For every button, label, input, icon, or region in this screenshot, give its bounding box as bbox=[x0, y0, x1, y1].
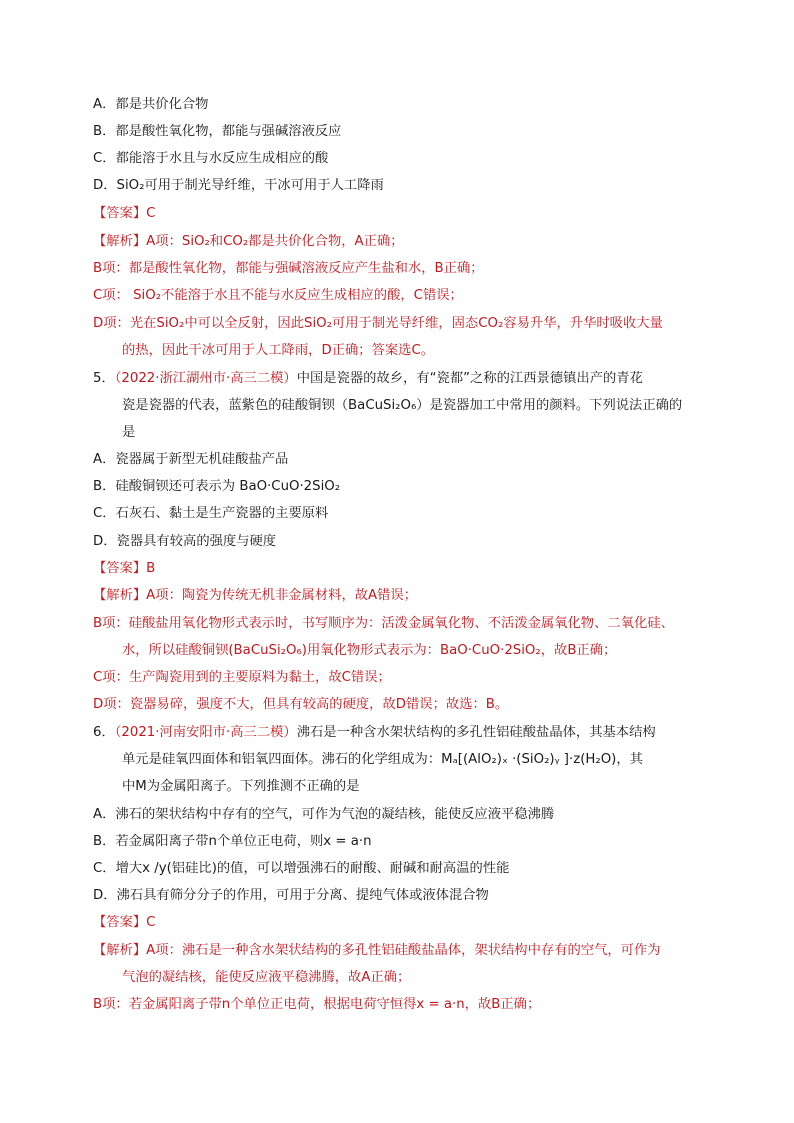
q5-stem-line: 瓷是瓷器的代表，蓝紫色的硅酸铜钡（BaCuSi₂O₆）是瓷器加工中常用的颜料。下列说法正确的 bbox=[122, 398, 683, 413]
q5-number: 5． bbox=[93, 371, 115, 386]
q4-analysis-line: D项：光在SiO₂中可以全反射，因此SiO₂可用于制光导纤维，固态CO₂容易升华，升华时吸收大量 bbox=[93, 316, 663, 331]
q5-analysis-line: D项：瓷器易碎，强度不大，但具有较高的硬度，故D错误；故选：B。 bbox=[93, 697, 509, 712]
q5-stem-line bbox=[93, 369, 734, 389]
q6-answer: 【答案】C bbox=[93, 915, 156, 930]
q5-option-a: A．瓷器属于新型无机硅酸盐产品 bbox=[93, 452, 289, 467]
q6-stem-text: 沸石是一种含水架状结构的多孔性铝硅酸盐晶体，其基本结构 bbox=[296, 725, 656, 740]
q6-number: 6． bbox=[93, 725, 115, 740]
q6-stem-line bbox=[93, 723, 734, 743]
q4-analysis-line: B项：都是酸性氧化物，都能与强碱溶液反应产生盐和水，B正确； bbox=[93, 261, 484, 276]
q6-analysis-line: B项：若金属阳离子带n个单位正电荷，根据电荷守恒得x = a·n，故B正确； bbox=[93, 997, 541, 1012]
q5-analysis-line: C项：生产陶瓷用到的主要原料为黏土，故C错误； bbox=[93, 670, 391, 685]
q4-option-d: D．SiO₂可用于制光导纤维，干冰可用于人工降雨 bbox=[93, 178, 384, 193]
q6-source: （2021·河南安阳市·高三二模） bbox=[114, 725, 297, 740]
q6-option-d: D．沸石具有筛分分子的作用，可用于分离、提纯气体或液体混合物 bbox=[93, 888, 489, 903]
q5-analysis-line: 水，所以硅酸铜钡(BaCuSi₂O₆)用氧化物形式表示为：BaO·CuO·2SiO₂，故B正确； bbox=[122, 643, 617, 658]
q5-analysis-line: 【解析】A项：陶瓷为传统无机非金属材料，故A错误； bbox=[93, 588, 418, 603]
q5-option-c: C．石灰石、黏土是生产瓷器的主要原料 bbox=[93, 506, 329, 521]
q4-analysis-line: 的热，因此干冰可用于人工降雨，D正确；答案选C。 bbox=[122, 343, 435, 358]
q5-answer: 【答案】B bbox=[93, 561, 156, 576]
q4-option-c: C．都能溶于水且与水反应生成相应的酸 bbox=[93, 151, 329, 166]
q5-option-b: B．硅酸铜钡还可表示为 BaO·CuO·2SiO₂ bbox=[93, 479, 341, 494]
q6-option-a: A．沸石的架状结构中存有的空气，可作为气泡的凝结核，能使反应液平稳沸腾 bbox=[93, 807, 555, 822]
q4-analysis-line: C项： SiO₂不能溶于水且不能与水反应生成相应的酸，C错误； bbox=[93, 288, 463, 303]
q5-source: （2022·浙江湖州市·高三二模） bbox=[114, 371, 297, 386]
q6-analysis-line: 【解析】A项：沸石是一种含水架状结构的多孔性铝硅酸盐晶体，架状结构中存有的空气，可作为 bbox=[93, 943, 661, 958]
q6-stem-line: 单元是硅氧四面体和铝氧四面体。沸石的化学组成为：Mₐ[(AlO₂)ₓ ·(SiO₂)ᵧ ]·z(H₂O)，其 bbox=[122, 752, 643, 767]
q5-analysis-line: B项：硅酸盐用氧化物形式表示时，书写顺序为：活泼金属氧化物、不活泼金属氧化物、二氧化硅、 bbox=[93, 616, 674, 631]
q4-answer: 【答案】C bbox=[93, 206, 156, 221]
q6-stem-line: 中M为金属阳离子。下列推测不正确的是 bbox=[122, 779, 360, 794]
q4-option-a: A．都是共价化合物 bbox=[93, 97, 209, 112]
q4-option-b: B．都是酸性氧化物，都能与强碱溶液反应 bbox=[93, 124, 342, 139]
q6-option-c: C．增大x /y(铝硅比)的值，可以增强沸石的耐酸、耐碱和耐高温的性能 bbox=[93, 861, 510, 876]
q5-stem-line: 是 bbox=[122, 425, 136, 440]
q6-analysis-line: 气泡的凝结核，能使反应液平稳沸腾，故A正确； bbox=[122, 970, 411, 985]
q5-option-d: D．瓷器具有较高的强度与硬度 bbox=[93, 534, 277, 549]
q6-option-b: B．若金属阳离子带n个单位正电荷，则x = a·n bbox=[93, 834, 372, 849]
q4-analysis-line: 【解析】A项：SiO₂和CO₂都是共价化合物，A正确； bbox=[93, 234, 404, 249]
q5-stem-text: 中国是瓷器的故乡，有“瓷都”之称的江西景德镇出产的青花 bbox=[296, 371, 643, 386]
